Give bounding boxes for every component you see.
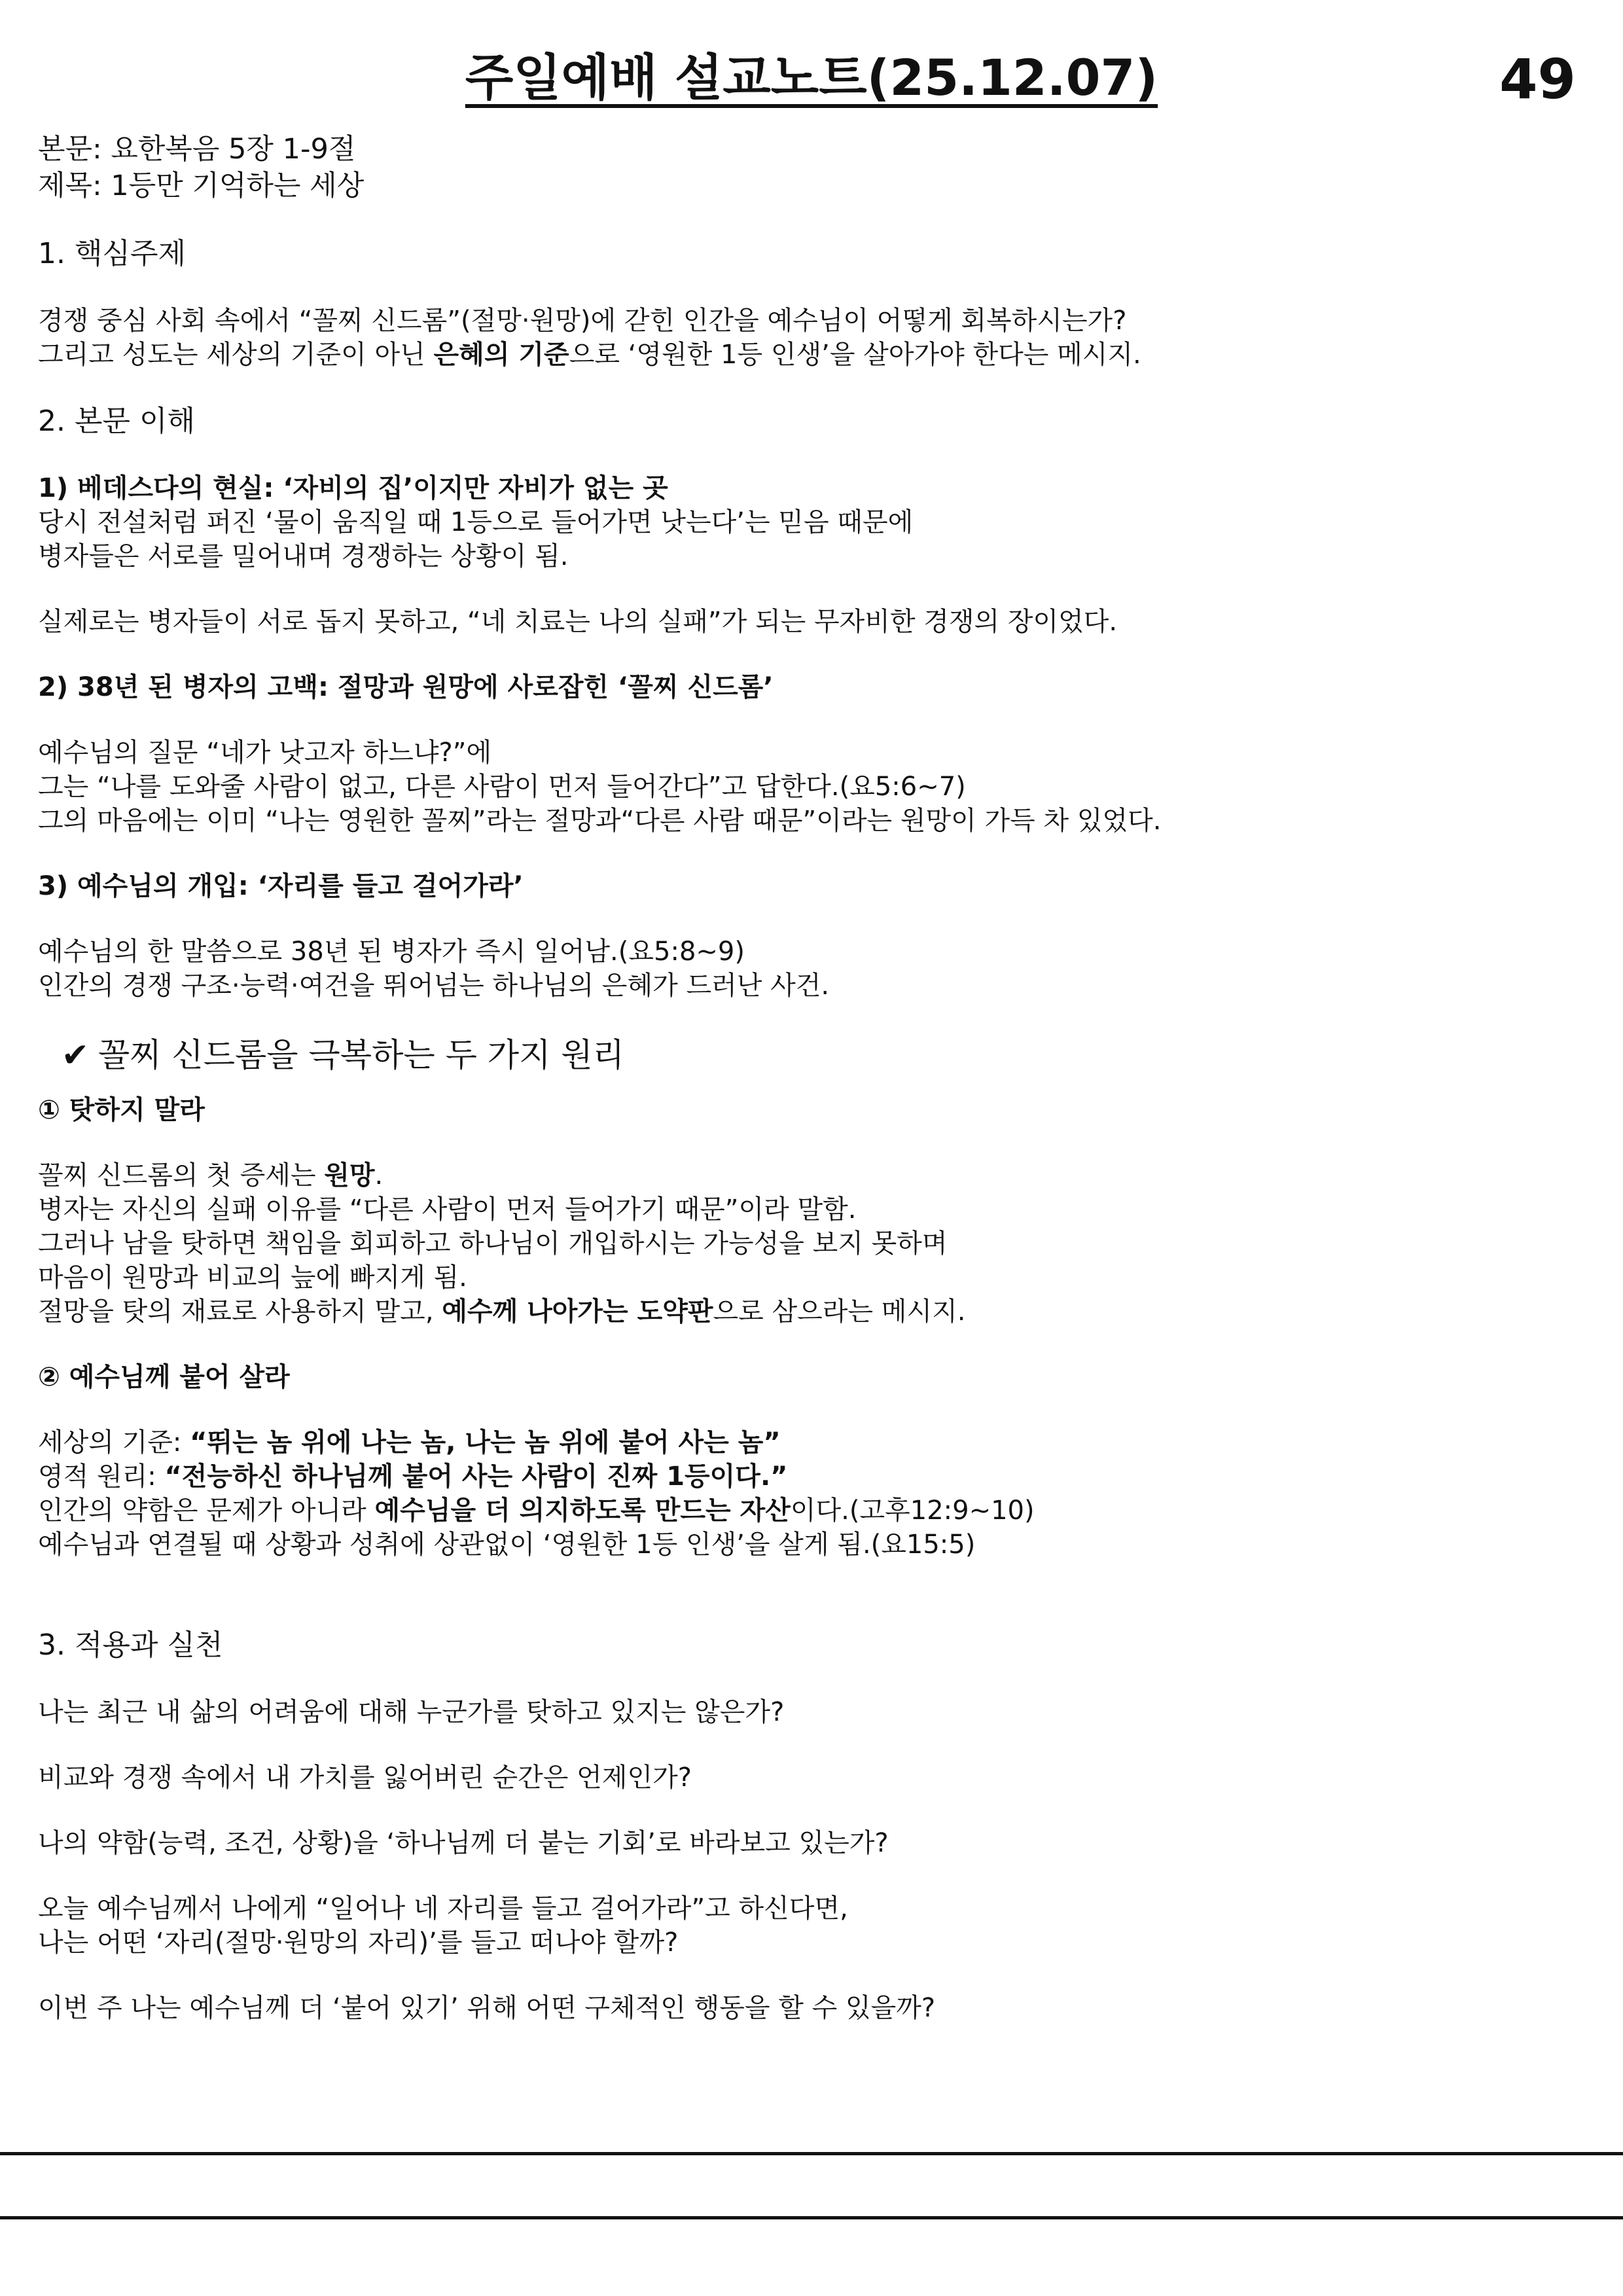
question-line: 나는 최근 내 삶의 어려움에 대해 누군가를 탓하고 있지는 않은가? bbox=[38, 1697, 785, 1727]
scripture-reference: 본문: 요한복음 5장 1-9절 bbox=[38, 133, 356, 166]
subheading-38-years: 2) 38년 된 병자의 고백: 절망과 원망에 사로잡힌 ‘꼴찌 신드롬’ bbox=[38, 672, 774, 702]
paragraph-line: 병자들은 서로를 밀어내며 경쟁하는 상황이 됨. bbox=[38, 541, 569, 571]
emphasis-text: 예수께 나아가는 도약판 bbox=[442, 1297, 713, 1327]
paragraph-line: 그러나 남을 탓하면 책임을 회피하고 하나님이 개입하시는 가능성을 보지 못하며 bbox=[38, 1229, 948, 1259]
footer-rule-bottom bbox=[0, 2216, 1623, 2219]
section-heading-application: 3. 적용과 실천 bbox=[38, 1628, 223, 1662]
paragraph-line: 그의 마음에는 이미 “나는 영원한 꼴찌”라는 절망과“다른 사람 때문”이라는 원망이 가득 차 있었다. bbox=[38, 806, 1162, 836]
subheading-jesus-intervention: 3) 예수님의 개입: ‘자리를 들고 걸어가라’ bbox=[38, 871, 524, 901]
paragraph-line: 당시 전설처럼 퍼진 ‘물이 움직일 때 1등으로 들어가면 낫는다’는 믿음 때문에 bbox=[38, 507, 914, 537]
paragraph-line bbox=[38, 1494, 1582, 1528]
paragraph-line: 마음이 원망과 비교의 늪에 빠지게 됨. bbox=[38, 1263, 467, 1293]
paragraph-line: 인간의 경쟁 구조·능력·여건을 뛰어넘는 하나님의 은혜가 드러난 사건. bbox=[38, 971, 830, 1001]
emphasis-text: “전능하신 하나님께 붙어 사는 사람이 진짜 1등이다.” bbox=[164, 1462, 788, 1492]
paragraph-line: 실제로는 병자들이 서로 돕지 못하고, “네 치료는 나의 실패”가 되는 무자비한 경쟁의 장이었다. bbox=[38, 607, 1118, 637]
principle-heading-1: ① 탓하지 말라 bbox=[38, 1095, 205, 1125]
page-number: 49 bbox=[1499, 47, 1576, 111]
text-run: . bbox=[374, 1160, 383, 1191]
paragraph-line: 예수님의 한 말씀으로 38년 된 병자가 즉시 일어남.(요5:8~9) bbox=[38, 937, 745, 967]
text-run: 으로 삼으라는 메시지. bbox=[713, 1297, 966, 1327]
paragraph-line: 예수님의 질문 “네가 낫고자 하느냐?”에 bbox=[38, 738, 492, 768]
emphasis-text: 예수님을 더 의지하도록 만드는 자산 bbox=[374, 1496, 791, 1526]
emphasis-text: 은혜의 기준 bbox=[433, 340, 569, 370]
paragraph-line bbox=[38, 1426, 1582, 1460]
text-run: 이다.(고후12:9~10) bbox=[790, 1496, 1035, 1526]
page-title: 주일예배 설교노트(25.12.07) bbox=[465, 48, 1158, 107]
paragraph-line: 그는 “나를 도와줄 사람이 없고, 다른 사람이 먼저 들어간다”고 답한다.(요5:6~7) bbox=[38, 772, 966, 802]
text-run: 세상의 기준: bbox=[38, 1427, 190, 1458]
paragraph-line bbox=[38, 1295, 1582, 1329]
sermon-subject: 제목: 1등만 기억하는 세상 bbox=[38, 170, 365, 202]
emphasis-text: 원망 bbox=[324, 1160, 375, 1191]
text-run: 꼴찌 신드롬의 첫 증세는 bbox=[38, 1160, 325, 1191]
subheading-bethesda: 1) 베데스다의 현실: ‘자비의 집’이지만 자비가 없는 곳 bbox=[38, 473, 668, 503]
text-run: 영적 원리: bbox=[38, 1462, 165, 1492]
paragraph-line bbox=[38, 1460, 1582, 1494]
question-line: 오늘 예수님께서 나에게 “일어나 네 자리를 들고 걸어가라”고 하신다면, bbox=[38, 1893, 848, 1924]
feature-heading bbox=[38, 1034, 1582, 1076]
text-run: 그리고 성도는 세상의 기준이 아닌 bbox=[38, 340, 434, 370]
section-heading-text-understanding: 2. 본문 이해 bbox=[38, 404, 195, 438]
question-line: 나는 어떤 ‘자리(절망·원망의 자리)’를 들고 떠나야 할까? bbox=[38, 1928, 679, 1958]
paragraph-line bbox=[38, 338, 1582, 372]
feature-heading-text: 꼴찌 신드롬을 극복하는 두 가지 원리 bbox=[98, 1036, 624, 1074]
emphasis-text: “뛰는 놈 위에 나는 놈, 나는 놈 위에 붙어 사는 놈” bbox=[190, 1427, 781, 1458]
text-run: 으로 ‘영원한 1등 인생’을 살아가야 한다는 메시지. bbox=[569, 340, 1141, 370]
question-line: 비교와 경쟁 속에서 내 가치를 잃어버린 순간은 언제인가? bbox=[38, 1763, 692, 1793]
check-icon: ✔ bbox=[62, 1036, 89, 1074]
text-run: 절망을 탓의 재료로 사용하지 말고, bbox=[38, 1297, 442, 1327]
paragraph-line: 예수님과 연결될 때 상황과 성취에 상관없이 ‘영원한 1등 인생’을 살게 됨.(요15:5) bbox=[38, 1530, 976, 1560]
paragraph-line: 병자는 자신의 실패 이유를 “다른 사람이 먼저 들어가기 때문”이라 말함. bbox=[38, 1194, 857, 1225]
note-content bbox=[38, 131, 1582, 2025]
principle-heading-2: ② 예수님께 붙어 살라 bbox=[38, 1362, 290, 1392]
footer-rule-top bbox=[0, 2152, 1623, 2155]
text-run: 인간의 약함은 문제가 아니라 bbox=[38, 1496, 375, 1526]
section-heading-core-theme: 1. 핵심주제 bbox=[38, 237, 186, 270]
paragraph-line: 경쟁 중심 사회 속에서 “꼴찌 신드롬”(절망·원망)에 갇힌 인간을 예수님이 어떻게 회복하시는가? bbox=[38, 306, 1127, 336]
question-line: 나의 약함(능력, 조건, 상황)을 ‘하나님께 더 붙는 기회’로 바라보고 있는가? bbox=[38, 1828, 889, 1858]
question-line: 이번 주 나는 예수님께 더 ‘붙어 있기’ 위해 어떤 구체적인 행동을 할 수 있을까? bbox=[38, 1993, 936, 2023]
paragraph-line bbox=[38, 1158, 1582, 1193]
